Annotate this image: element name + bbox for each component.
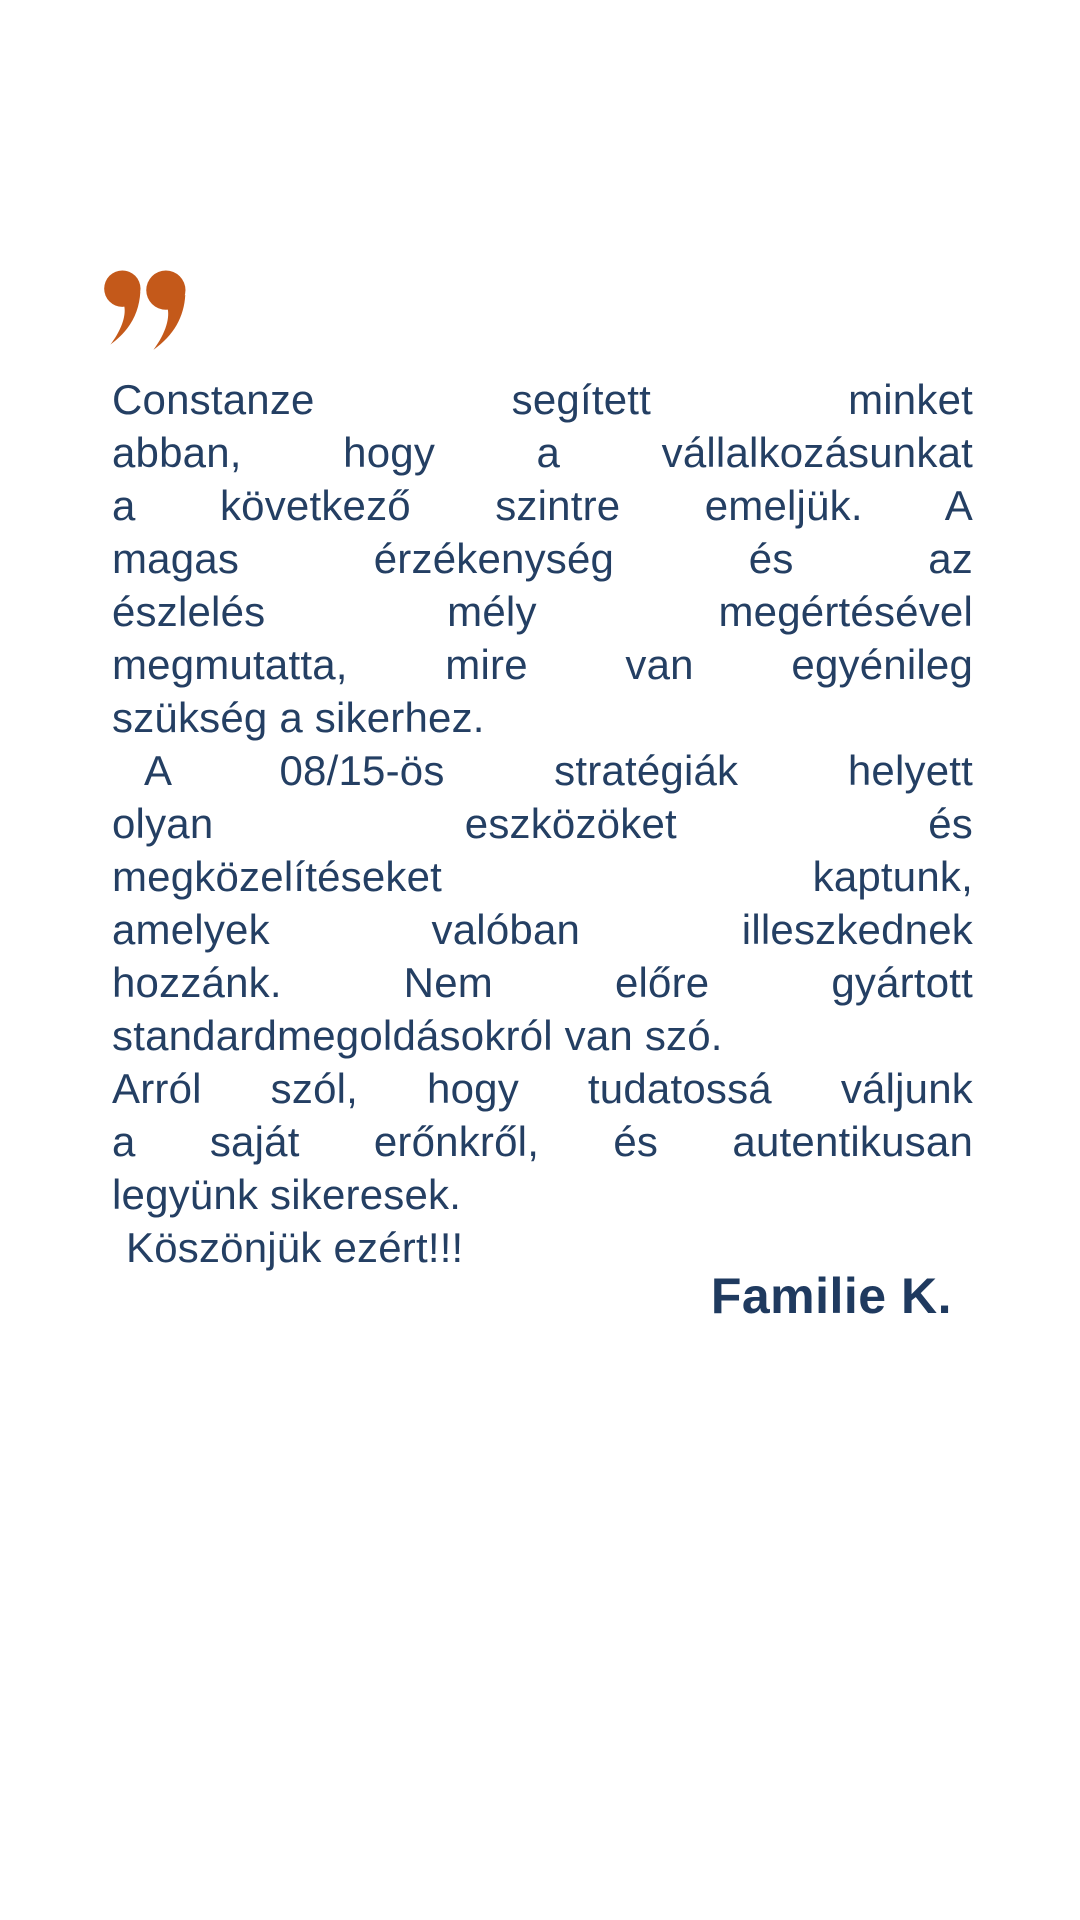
quote-line: észlelés mély megértésével bbox=[112, 588, 973, 635]
closing-double-quote-icon bbox=[104, 270, 200, 358]
quote-line: olyan eszközöket és bbox=[112, 800, 973, 847]
quote-line: Arról szól, hogy tudatossá váljunk bbox=[112, 1065, 973, 1112]
quote-line: amelyek valóban illeszkednek bbox=[112, 906, 973, 953]
quote-line: a következő szintre emeljük. A bbox=[112, 482, 973, 529]
quote-line: megmutatta, mire van egyénileg bbox=[112, 641, 973, 688]
quote-line: Constanze segített minket bbox=[112, 376, 973, 423]
signature: Familie K. bbox=[710, 1268, 952, 1324]
quote-line: Köszönjük ezért!!! bbox=[126, 1224, 464, 1271]
quote-line: magas érzékenység és az bbox=[112, 535, 973, 582]
quote-line: abban, hogy a vállalkozásunkat bbox=[112, 429, 973, 476]
quote-line: hozzánk. Nem előre gyártott bbox=[112, 959, 973, 1006]
testimonial-text bbox=[112, 373, 973, 1324]
quote-line: standardmegoldásokról van szó. bbox=[112, 1012, 723, 1059]
quote-line: legyünk sikeresek. bbox=[112, 1171, 462, 1218]
quote-line: a saját erőnkről, és autentikusan bbox=[112, 1118, 973, 1165]
quote-line: megközelítéseket kaptunk, bbox=[112, 853, 973, 900]
quote-line: szükség a sikerhez. bbox=[112, 694, 485, 741]
quote-line: A 08/15-ös stratégiák helyett bbox=[144, 747, 973, 794]
